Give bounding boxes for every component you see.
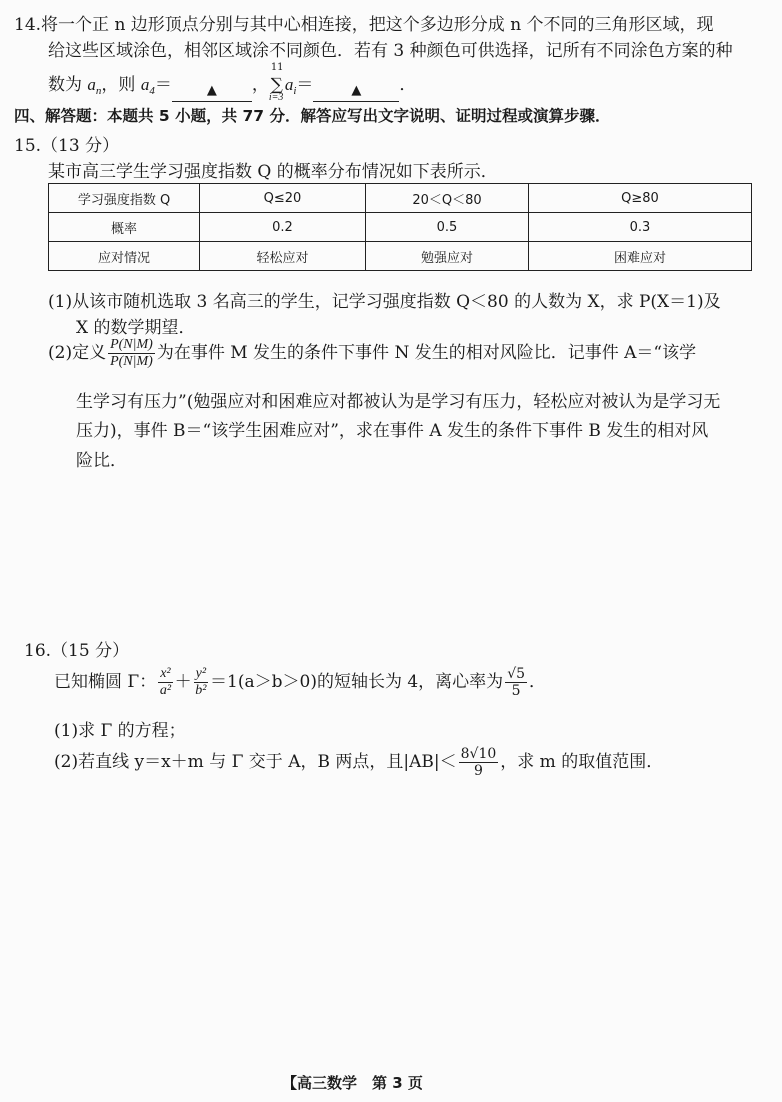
var-ai: a	[284, 75, 294, 94]
table-row	[49, 242, 752, 271]
table-row	[49, 213, 752, 242]
q16-part2-prefix: (2)若直线 y＝x＋m 与 Γ 交于 A，B 两点，且|AB|＜	[54, 752, 457, 772]
table-cell: Q≤20	[200, 184, 366, 213]
sub-i: i	[293, 85, 297, 97]
x-squared: x²	[160, 666, 171, 681]
sigma-top: 11	[270, 62, 284, 73]
table-cell: 轻松应对	[200, 242, 366, 271]
sub-n: n	[95, 85, 102, 97]
q15-part1-line2: X 的数学期望．	[76, 318, 196, 338]
q16-intro	[54, 666, 546, 699]
section-4-title: 四、解答题：本题共 5 小题，共 77 分．解答应写出文字说明、证明过程或演算步骤．	[14, 107, 611, 125]
sigma-symbol	[268, 62, 285, 103]
q15-part2-line1	[48, 337, 696, 370]
ab-numerator: 8√10	[460, 746, 497, 762]
ecc-numerator: √5	[507, 666, 526, 682]
answer-blank-2	[313, 83, 399, 102]
q15-part2-line4: 险比．	[76, 451, 127, 471]
sigma-bottom: i=3	[268, 92, 284, 103]
q16-intro-prefix: 已知椭圆 Γ：	[54, 672, 157, 692]
q14-line1	[14, 10, 714, 35]
x-over-a-fraction	[158, 666, 172, 699]
table-cell: 困难应对	[529, 242, 752, 271]
eccentricity-fraction	[505, 666, 527, 699]
eq-sign-2: ＝	[296, 75, 314, 95]
eq-sign: ＝	[154, 75, 172, 95]
b-squared: b²	[195, 683, 207, 698]
q15-part2-line1-rest: 为在事件 M 发生的条件下事件 N 发生的相对风险比．记事件 A＝“该学	[156, 343, 697, 363]
fraction-denominator	[108, 354, 155, 370]
table-cell: 0.2	[200, 213, 366, 242]
den-rest: |M)	[132, 354, 153, 369]
sub-4: 4	[149, 85, 155, 97]
q15-part2-line3: 压力)，事件 B＝“该学生困难应对”，求在事件 A 发生的条件下事件 B 发生的相对风	[76, 421, 709, 441]
table-cell: 概率	[49, 213, 200, 242]
table-row	[49, 184, 752, 213]
q14-text-line1: 将一个正 n 边形顶点分别与其中心相连接，把这个多边形分成 n 个不同的三角形区域，现	[41, 15, 714, 35]
var-a: a	[87, 75, 96, 94]
sigma-glyph: ∑	[270, 75, 283, 95]
table-cell: 勉强应对	[366, 242, 529, 271]
q15-intro: 某市高三学生学习强度指数 Q 的概率分布情况如下表所示．	[48, 162, 498, 182]
table-cell: Q≥80	[529, 184, 752, 213]
ab-denominator: 9	[473, 763, 483, 779]
q16-part2	[54, 746, 663, 779]
table-cell: 学习强度指数 Q	[49, 184, 200, 213]
plus-sign: ＋	[174, 672, 192, 692]
q16-part1: (1)求 Γ 的方程；	[54, 721, 186, 741]
ab-bound-fraction	[459, 746, 499, 779]
q14-text-line2: 给这些区域涂色，相邻区域涂不同颜色．若有 3 种颜色可供选择，记所有不同涂色方案的种	[48, 41, 733, 61]
ecc-denominator: 5	[511, 683, 521, 699]
q14-then: ，则	[101, 75, 141, 95]
q14-number: 14.	[14, 15, 42, 35]
q16-part2-end: ，求 m 的取值范围．	[500, 752, 664, 772]
q16-header: 16.（15 分）	[24, 641, 130, 661]
q15-part1-line1: (1)从该市随机选取 3 名高三的学生，记学习强度指数 Q＜80 的人数为 X，求 P(X＝1)及	[48, 292, 721, 312]
fraction-numerator: P(N|M)	[110, 337, 153, 352]
q14-line3: 数为 $a_n$，则 $a_4=$ ▲ ， 11 ∑ i=3 $a_i=$ ▲ ．	[48, 62, 417, 103]
blank-triangle-icon: ▲	[206, 83, 217, 98]
relative-risk-fraction	[108, 337, 155, 370]
probability-table	[48, 183, 752, 271]
table-cell: 0.3	[529, 213, 752, 242]
q16-intro-end: ．	[529, 672, 547, 692]
den-p: P(	[110, 354, 124, 369]
table-cell: 20＜Q＜80	[366, 184, 529, 213]
q16-intro-mid: ＝1(a＞b＞0)的短轴长为 4，离心率为	[210, 672, 504, 692]
y-squared: y²	[195, 666, 207, 681]
table-cell: 应对情况	[49, 242, 200, 271]
var-a4: a	[140, 75, 150, 94]
y-over-b-fraction	[194, 666, 208, 699]
q15-part2-line2: 生学习有压力”(勉强应对和困难应对都被认为是学习有压力，轻松应对被认为是学习无	[76, 392, 721, 412]
q15-header: 15.（13 分）	[14, 136, 120, 156]
den-n-bar: $\overline{N}$	[123, 354, 133, 369]
a-squared: a²	[159, 683, 172, 698]
blank-triangle-icon-2: ▲	[351, 83, 362, 98]
q14-end: ．	[399, 75, 417, 95]
page-footer: 【高三数学 第 3 页	[282, 1074, 423, 1092]
table-cell: 0.5	[366, 213, 529, 242]
q14-line3-prefix: 数为	[48, 75, 88, 95]
q15-part2-prefix: (2)定义	[48, 343, 107, 363]
answer-blank-1	[172, 83, 252, 102]
